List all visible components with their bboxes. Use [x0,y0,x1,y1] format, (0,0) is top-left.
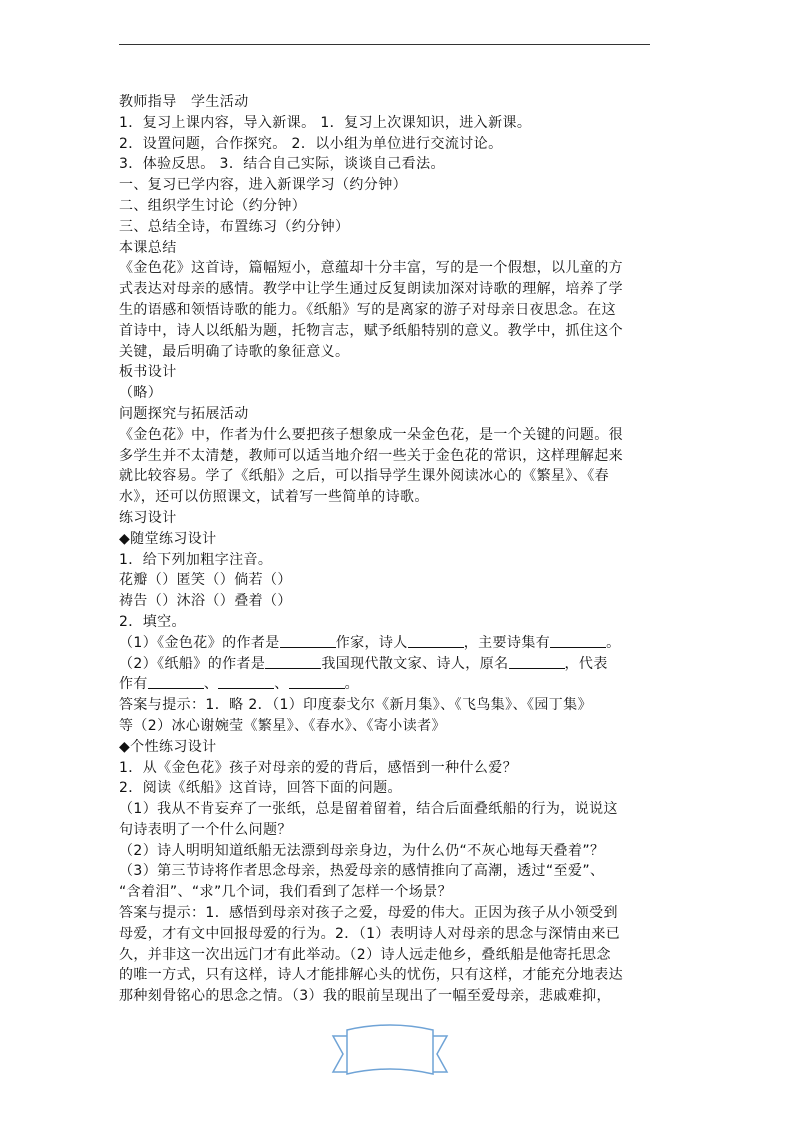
blank [509,655,565,669]
text-line: 首诗中，诗人以纸船为题，托物言志，赋予纸船特别的意义。教学中，抓住这个 [119,322,623,339]
text-line: 那种刻骨铭心的思念之情。（3）我的眼前呈现出了一幅至爱母亲，悲戚难抑， [119,988,611,1005]
text-line: 花瓣（）匿笑（）倘若（） [119,572,292,589]
text-line: 水》，还可以仿照课文，试着写一些简单的诗歌。 [119,489,429,506]
header-rule [119,44,650,45]
fill-text: （1）《金色花》的作者是 [119,634,280,651]
text-line: 的唯一方式，只有这样，诗人才能排解心头的忧伤，只有这样，才能充分地表达 [119,967,623,984]
text-line: 教师指导 学生活动 [119,94,249,110]
text-line: 生的语感和领悟诗歌的能力。《纸船》写的是离家的游子对母亲日夜思念。在这 [119,301,616,318]
subsection-heading: ◆随堂练习设计 [119,530,217,547]
section-heading: 问题探究与拓展活动 [119,405,249,422]
blank [280,634,336,648]
text-line: 1．从《金色花》孩子对母亲的爱的背后，感悟到一种什么爱？ [119,759,518,776]
text-line: 一、复习已学内容，进入新课学习（约分钟） [119,177,407,194]
text-line: （1）我从不肯妄弃了一张纸，总是留着留着，结合后面叠纸船的行为，说说这 [119,801,618,818]
blank [148,675,204,689]
document-body [119,92,675,1007]
blank [550,634,606,648]
text-line: （略） [119,385,163,402]
fill-blank-line [119,674,675,695]
section-heading: 本课总结 [119,239,177,256]
ribbon-banner-icon [331,1022,449,1088]
text-line: 1．给下列加粗字注音。 [119,551,273,568]
text-line: （3）第三节诗将作者思念母亲，热爱母亲的感情推向了高潮，透过“至爱”、 [119,863,605,880]
ribbon-center [347,1025,433,1074]
section-heading: 练习设计 [119,509,177,526]
text-line: 等（2）冰心谢婉莹《繁星》、《春水》、《寄小读者》 [119,717,446,734]
text-line: 母爱，才有文中回报母爱的行为。2．（1）表明诗人对母亲的思念与深情由来已 [119,925,621,942]
text-line: 多学生并不太清楚，教师可以适当地介绍一些关于金色花的常识，这样理解起来 [119,447,623,464]
text-line: 久，并非这一次出远门才有此举动。（2）诗人远走他乡，叠纸船是他寄托思念 [119,946,611,963]
text-line: “含着泪”、“求”几个词，我们看到了怎样一个场景？ [119,884,453,901]
text-line: 二、组织学生讨论（约分钟） [119,197,307,214]
fill-text: 我国现代散文家、诗人，原名 [321,655,509,672]
text-line: （2）诗人明明知道纸船无法漂到母亲身边，为什么仍“不灰心地每天叠着”？ [119,842,605,859]
blank [218,675,274,689]
blank [408,634,464,648]
text-line: 2．设置问题，合作探究。 2．以小组为单位进行交流讨论。 [119,135,503,152]
fill-text: 。 [606,634,621,651]
fill-text: ，主要诗集有 [463,634,551,651]
fill-text: 。 [344,676,360,693]
text-line: 就比较容易。学了《纸船》之后，可以指导学生课外阅读冰心的《繁星》、《春 [119,468,609,485]
text-line: 三、总结全诗，布置练习（约分钟） [119,218,350,235]
blank [265,655,321,669]
fill-text: ，代表 [564,655,608,672]
fill-text: 作有 [119,676,148,693]
blank [289,675,345,689]
fill-text: 、 [274,676,289,693]
text-line: 《金色花》这首诗，篇幅短小，意蕴却十分丰富，写的是一个假想，以儿童的方 [119,260,623,277]
text-line: 句诗表明了一个什么问题？ [119,821,292,838]
fill-blank-line [119,654,675,675]
text-line: 1．复习上课内容，导入新课。 1．复习上次课知识，进入新课。 [119,114,532,131]
fill-blank-line [119,633,675,654]
fill-text: 作家，诗人 [335,634,408,651]
fill-text: 、 [203,676,219,693]
text-line: 2．阅读《纸船》这首诗，回答下面的问题。 [119,780,402,797]
text-line: 关键，最后明确了诗歌的象征意义。 [119,343,350,360]
text-line: 祷告（）沐浴（）叠着（） [119,593,292,610]
section-heading: 板书设计 [119,364,177,381]
text-line: 3．体验反思。 3．结合自己实际，谈谈自己看法。 [119,156,445,173]
text-line: 《金色花》中，作者为什么要把孩子想象成一朵金色花，是一个关键的问题。很 [119,426,623,443]
text-line: 式表达对母亲的感情。教学中让学生通过反复朗读加深对诗歌的理解，培养了学 [119,281,623,298]
fill-text: （2）《纸船》的作者是 [119,655,266,672]
text-line: 答案与提示：1．感悟到母亲对孩子之爱，母爱的伟大。正因为孩子从小领受到 [119,905,618,922]
subsection-heading: ◆个性练习设计 [119,738,217,755]
text-line: 2．填空。 [119,613,186,630]
text-line: 答案与提示：1．略 2．（1）印度泰戈尔《新月集》、《飞鸟集》、《园丁集》 [119,697,592,714]
